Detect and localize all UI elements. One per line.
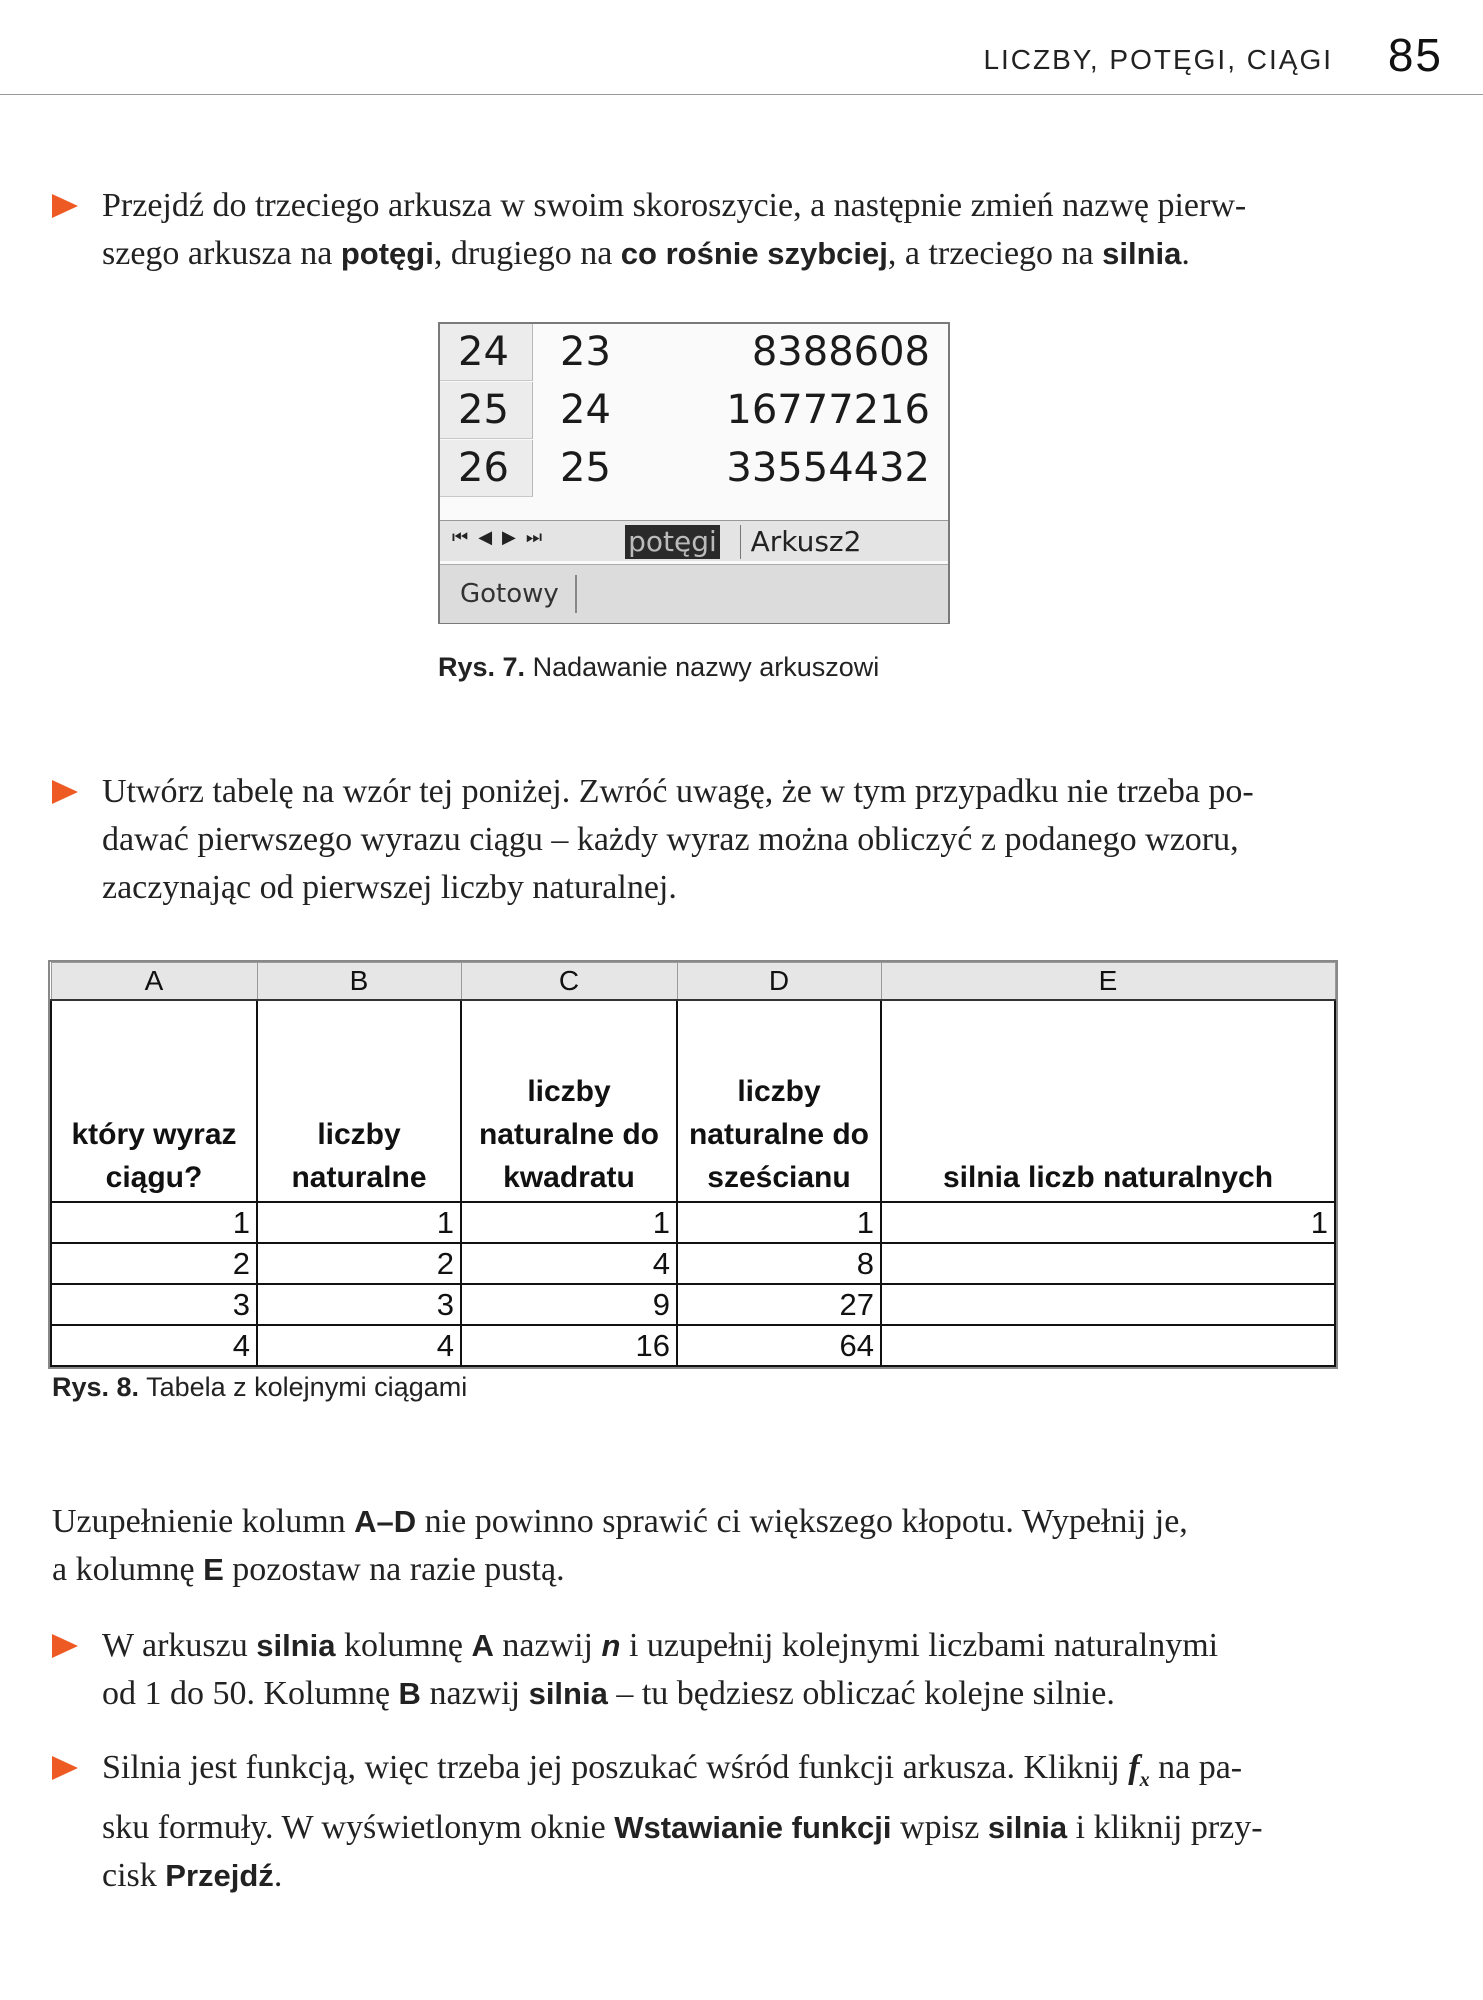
- bold-term: Wstawianie funkcji: [614, 1809, 892, 1845]
- text: sku formuły. W wyświetlonym oknie: [102, 1808, 615, 1846]
- column-letter-row: [51, 963, 1335, 1001]
- figure-7-caption: [438, 652, 879, 683]
- text: nie powinno sprawić ci większego kłopotu. Wypełnij je,: [416, 1503, 1188, 1540]
- instruction-insert-function: [52, 1744, 1392, 1900]
- text: pozostaw na razie pustą.: [223, 1551, 565, 1588]
- text: dawać pierwszego wyrazu ciągu – każdy wyraz można obliczyć z podanego wzoru,: [102, 821, 1239, 858]
- table-cell: 4: [461, 1243, 677, 1284]
- text: cisk: [102, 1856, 166, 1894]
- column-header-a: A: [51, 963, 257, 1001]
- bold-term: n: [601, 1628, 621, 1663]
- bullet-arrow-icon: [52, 194, 78, 218]
- bold-term: A–D: [354, 1504, 417, 1539]
- status-text: Gotowy: [460, 575, 577, 613]
- paragraph-fill-columns: [52, 1498, 1352, 1594]
- table-cell: [881, 1325, 1335, 1366]
- cell: 8388608: [751, 329, 930, 375]
- table-row: [51, 1202, 1335, 1243]
- table-cell: 1: [51, 1202, 257, 1243]
- fx-letter: f: [1128, 1749, 1140, 1786]
- cell: 24: [560, 387, 611, 433]
- text: Uzupełnienie kolumn: [52, 1503, 355, 1540]
- header-cell: silnia liczb naturalnych: [881, 1000, 1335, 1202]
- text: .: [273, 1856, 283, 1894]
- table-cell: 3: [51, 1284, 257, 1325]
- column-header-d: D: [677, 963, 881, 1001]
- bold-term: silnia: [1102, 236, 1182, 271]
- bold-term: silnia: [256, 1628, 336, 1663]
- text: szego arkusza na: [102, 235, 341, 272]
- table-row: [51, 1284, 1335, 1325]
- text: Przejdź do trzeciego arkusza w swoim skoroszycie, a następnie zmień nazwę pierw-: [102, 187, 1247, 224]
- sheet-row: [440, 382, 948, 440]
- row-header: 24: [440, 324, 533, 381]
- cell: 33554432: [726, 445, 930, 491]
- sheet-row: [440, 440, 948, 498]
- table-cell: [881, 1243, 1335, 1284]
- header-cell: liczby naturalne do sześcianu: [677, 1000, 881, 1202]
- column-header-e: E: [881, 963, 1335, 1001]
- caption-text: Tabela z kolejnymi ciągami: [139, 1372, 468, 1402]
- table-cell: 4: [51, 1325, 257, 1366]
- instruction-create-table: [52, 768, 1392, 912]
- caption-text: Nadawanie nazwy arkuszowi: [525, 652, 880, 682]
- instruction-silnia-sheet: [52, 1622, 1392, 1718]
- sheet-navigation-arrows-icon[interactable]: ⏮◀▶⏭: [452, 527, 553, 548]
- table-cell: 8: [677, 1243, 881, 1284]
- bold-term: silnia: [528, 1676, 608, 1711]
- text: i uzupełnij kolejnymi liczbami naturalnymi: [620, 1627, 1219, 1664]
- table-cell: 2: [257, 1243, 461, 1284]
- table-cell: 27: [677, 1284, 881, 1325]
- running-title: LICZBY, POTĘGI, CIĄGI: [983, 44, 1333, 75]
- caption-label: Rys. 8.: [52, 1372, 140, 1402]
- text: zaczynając od pierwszej liczby naturalnej.: [102, 869, 677, 906]
- bold-term: B: [398, 1676, 421, 1711]
- table-cell: 1: [257, 1202, 461, 1243]
- table-cell: 1: [881, 1202, 1335, 1243]
- text: , a trzeciego na: [887, 235, 1103, 272]
- tab-potegi[interactable]: potęgi: [625, 525, 720, 559]
- table-cell: 16: [461, 1325, 677, 1366]
- text: .: [1181, 235, 1190, 272]
- bold-term: co rośnie szybciej: [620, 236, 888, 271]
- table-cell: [881, 1284, 1335, 1325]
- text: – tu będziesz obliczać kolejne silnie.: [607, 1675, 1115, 1712]
- figure-sequences-table: [50, 962, 1336, 1367]
- text: W arkuszu: [102, 1627, 257, 1664]
- table-cell: 3: [257, 1284, 461, 1325]
- bullet-arrow-icon: [52, 1634, 78, 1658]
- text: wpisz: [891, 1808, 988, 1846]
- text: Silnia jest funkcją, więc trzeba jej poszukać wśród funkcji arkusza. Kliknij: [102, 1749, 1129, 1786]
- text: na pa-: [1149, 1749, 1243, 1786]
- figure-sheet-tabs-screenshot: [438, 322, 950, 624]
- header-cell: liczby naturalne: [257, 1000, 461, 1202]
- table-cell: 9: [461, 1284, 677, 1325]
- row-header: 26: [440, 440, 533, 497]
- bold-term: E: [203, 1552, 224, 1587]
- table-header-row: [51, 1000, 1335, 1202]
- instruction-rename-sheets: [52, 182, 1392, 278]
- text: nazwij: [420, 1675, 529, 1712]
- fx-subscript: x: [1139, 1768, 1150, 1791]
- page-number: 85: [1387, 29, 1443, 81]
- table-cell: 4: [257, 1325, 461, 1366]
- text: nazwij: [493, 1627, 602, 1664]
- text: od 1 do 50. Kolumnę: [102, 1675, 399, 1712]
- table-cell: 64: [677, 1325, 881, 1366]
- status-bar: [440, 564, 948, 623]
- sheet-row: [440, 324, 948, 382]
- caption-label: Rys. 7.: [438, 652, 526, 682]
- cell: 23: [560, 329, 611, 375]
- bold-term: silnia: [987, 1809, 1068, 1845]
- column-header-c: C: [461, 963, 677, 1001]
- header-cell: liczby naturalne do kwadratu: [461, 1000, 677, 1202]
- text: kolumnę: [335, 1627, 472, 1664]
- bold-term: Przejdź: [165, 1857, 274, 1893]
- bold-term: potęgi: [340, 236, 434, 271]
- table-cell: 1: [677, 1202, 881, 1243]
- tab-arkusz2[interactable]: Arkusz2: [740, 525, 871, 559]
- cell: 25: [560, 445, 611, 491]
- text: , drugiego na: [433, 235, 621, 272]
- header-rule: [0, 94, 1483, 95]
- bullet-arrow-icon: [52, 780, 78, 804]
- text: i kliknij przy-: [1067, 1808, 1263, 1846]
- cell: 16777216: [726, 387, 930, 433]
- bullet-arrow-icon: [52, 1756, 78, 1780]
- sheet-tab-bar: [440, 520, 948, 561]
- row-header: 25: [440, 382, 533, 439]
- fx-icon: [1128, 1749, 1150, 1791]
- text: Utwórz tabelę na wzór tej poniżej. Zwróć uwagę, że w tym przypadku nie trzeba po-: [102, 773, 1254, 810]
- bold-term: A: [471, 1628, 494, 1663]
- table-row: [51, 1325, 1335, 1366]
- header-cell: który wyraz ciągu?: [51, 1000, 257, 1202]
- table-row: [51, 1243, 1335, 1284]
- table-cell: 2: [51, 1243, 257, 1284]
- text: a kolumnę: [52, 1551, 204, 1588]
- column-header-b: B: [257, 963, 461, 1001]
- figure-8-caption: [52, 1372, 467, 1403]
- table-cell: 1: [461, 1202, 677, 1243]
